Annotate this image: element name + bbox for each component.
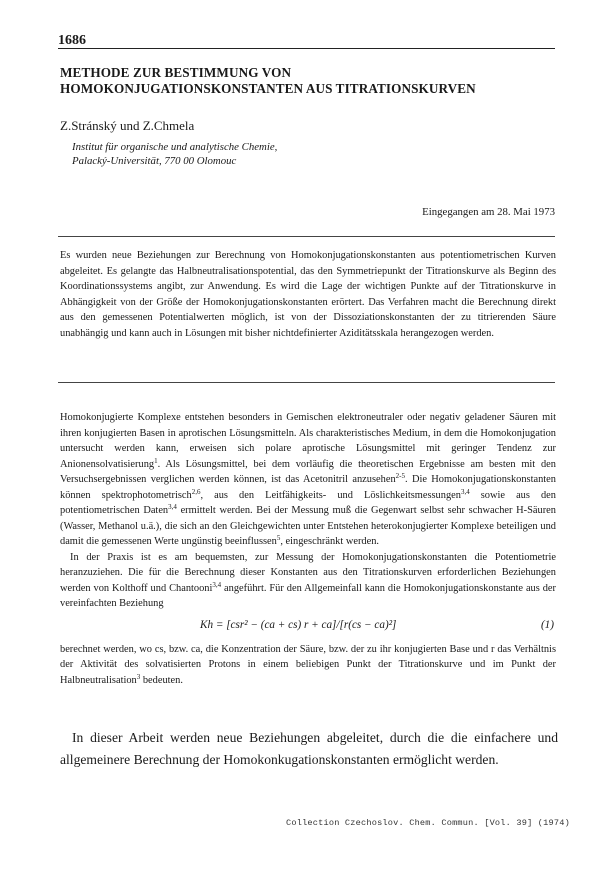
header-rule	[58, 48, 555, 49]
conclusion	[60, 727, 558, 771]
reference-mark: 5	[276, 534, 281, 542]
title-line-2: HOMOKONJUGATIONSKONSTANTEN AUS TITRATIONSKURVEN	[60, 81, 476, 96]
paragraph-3	[60, 642, 556, 689]
reference-mark: 2-5	[395, 472, 405, 480]
received-date: Eingegangen am 28. Mai 1973	[422, 206, 555, 218]
equation-number: (1)	[540, 618, 554, 631]
reference-mark: 3	[136, 672, 141, 681]
text-run: bedeuten.	[140, 674, 183, 686]
reference-mark: 1	[154, 456, 158, 465]
text-run: , eingeschränkt werden.	[280, 536, 380, 547]
text-run: Homokonjugierte Komplexe entstehen besonders in Gemischen elektroneutraler oder negativ geladener Säuren mit ihren konjugierten Basen in aprotischen Lösungsmitteln. Als charakteristisches Medium, in dem die Homokonjugation untersucht werden kann, erweisen sich polare aprotische Lösungsmittel mit geringer Tendenz zur Anionensolvatisierung	[60, 412, 556, 470]
paragraph-2	[60, 550, 556, 612]
text-run: sowie aus den potentiometrischen Daten	[60, 489, 556, 516]
conclusion-paragraph: In dieser Arbeit werden neue Beziehungen abgeleitet, durch die die einfachere und allgemeinere Berechnung der Homokonkugationskonstanten ermöglicht werden.	[60, 730, 558, 767]
body-text	[60, 410, 556, 688]
equation: Kh = [csr² − (ca + cs) r + ca]/[r(cs − ca)²]	[200, 618, 397, 631]
text-run: . Die Homokonjugationskonstanten können spektrophotometrisch	[60, 474, 556, 501]
text-run: In der Praxis ist es am bequemsten, zur Messung der Homokonjugationskonstanten die Potentiometrie heranzuziehen. Die für die Berechnung dieser Konstanten aus den Titrationskurven erforderlichen Beziehungen werden von Kolthoff und Chantooni	[60, 551, 556, 594]
page-number: 1686	[58, 33, 86, 48]
text-run: ermittelt werden. Bei der Messung muß die Gegenwart selbst sehr schwacher H-Säuren (Wasser, Methanol u.ä.), die sich an den Gleichgewichten unter Entstehen heterokonjugierter Komplexe beteiligen und damit die gemessenen Werte ungünstig beeinflussen	[60, 505, 556, 547]
reference-mark: 3,4	[460, 487, 470, 496]
text-run: angeführt. Für den Allgemeinfall kann die Homokonjugationskonstante aus der vereinfachten Beziehung	[60, 582, 556, 609]
reference-mark: 3,4	[168, 503, 177, 511]
article-title	[60, 65, 555, 97]
affiliation-line-2: Palacký-Universität, 770 00 Olomouc	[72, 155, 237, 167]
abstract-rule-bottom	[58, 382, 555, 383]
reference-mark: 2,6	[191, 487, 201, 496]
abstract-rule-top	[58, 236, 555, 237]
text-run: , aus den Leitfähigkeits- und Löslichkeitsmessungen	[200, 489, 461, 501]
equation-block	[60, 614, 556, 642]
reference-mark: 3,4	[212, 580, 222, 589]
affiliation-line-1: Institut für organische und analytische Chemie,	[72, 141, 278, 153]
journal-footer: Collection Czechoslov. Chem. Commun. [Vol. 39] (1974)	[286, 818, 570, 828]
affiliation	[72, 140, 277, 168]
text-run: berechnet werden, wo cs, bzw. ca, die Konzentration der Säure, bzw. der zu ihr konjugierten Base und r das Verhältnis der Aktivität des solvatisierten Protons in einem beliebigen Punkt der Titrationskurve und im Punkt der Halbneutralisation	[60, 643, 556, 686]
paragraph-1	[60, 410, 556, 550]
abstract: Es wurden neue Beziehungen zur Berechnung von Homokonjugationskonstanten aus potentiometrischen Kurven abgeleitet. Es gelangte das Halbneutralisationspotential, das den Symmetriepunkt der Titrationskurve als Beginn des Koordinationssystems angibt, zur Anwendung. Es wird die Lage der wichtigen Punkte auf der Titrationskurve in Abhängigkeit von der Größe der Homokonjugationskonstanten erörtert. Das Verfahren macht die Berechnung direkt aus den gemessenen Potentialwerten möglich, ist von der Dissoziationskonstanten der zu titrierenden Säure unabhängig und kann auch in Lösungen mit bisher nichtdefinierter Aziditätsskala herangezogen werden.	[60, 250, 556, 339]
text-run: . Als Lösungsmittel, bei dem vorläufig die theoretischen Ergebnisse am besten mit den Versuchsergebnissen verglichen werden können, ist das Acetonitril anzusehen	[60, 458, 556, 485]
author-list: Z.Stránský und Z.Chmela	[60, 118, 195, 133]
title-line-1: METHODE ZUR BESTIMMUNG VON	[60, 65, 292, 80]
